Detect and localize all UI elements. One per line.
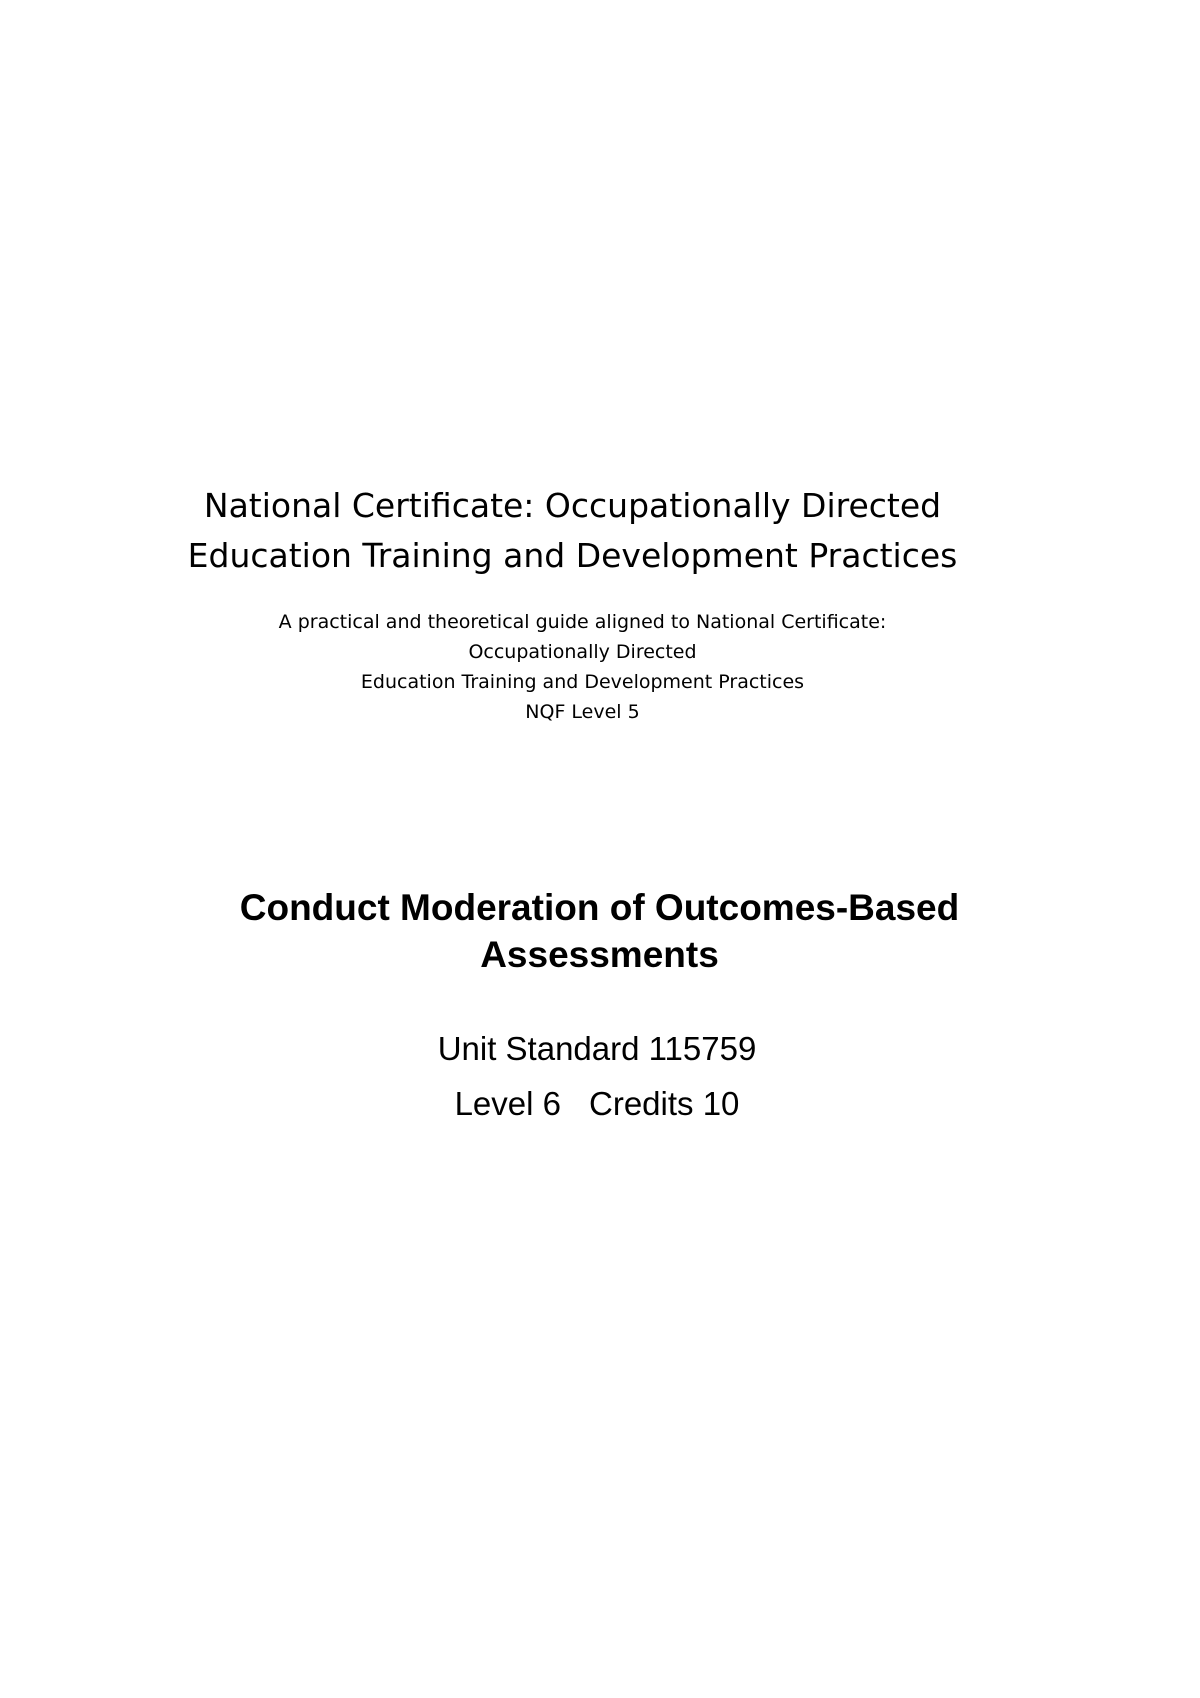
certificate-title-line-2: Education Training and Development Practices xyxy=(187,536,958,575)
unit-credits: Credits 10 xyxy=(589,1085,740,1122)
guide-line-2: Occupationally Directed xyxy=(468,641,697,663)
unit-level: Level 6 xyxy=(454,1085,561,1122)
guide-line-1: A practical and theoretical guide aligned to National Certificate: xyxy=(278,611,887,633)
module-title xyxy=(0,884,1200,978)
certificate-title-line-1: National Certificate: Occupationally Directed xyxy=(203,486,942,525)
guide-line-4: NQF Level 5 xyxy=(525,701,640,723)
guide-line-3: Education Training and Development Practices xyxy=(360,671,805,693)
module-title-line-1: Conduct Moderation of Outcomes-Based xyxy=(239,887,960,928)
guide-description xyxy=(0,607,1200,727)
module-title-line-2: Assessments xyxy=(480,934,719,975)
level-credits-line xyxy=(0,1076,1200,1131)
unit-info xyxy=(0,1021,1200,1131)
unit-standard: Unit Standard 115759 xyxy=(437,1030,757,1067)
certificate-title xyxy=(0,481,1200,581)
